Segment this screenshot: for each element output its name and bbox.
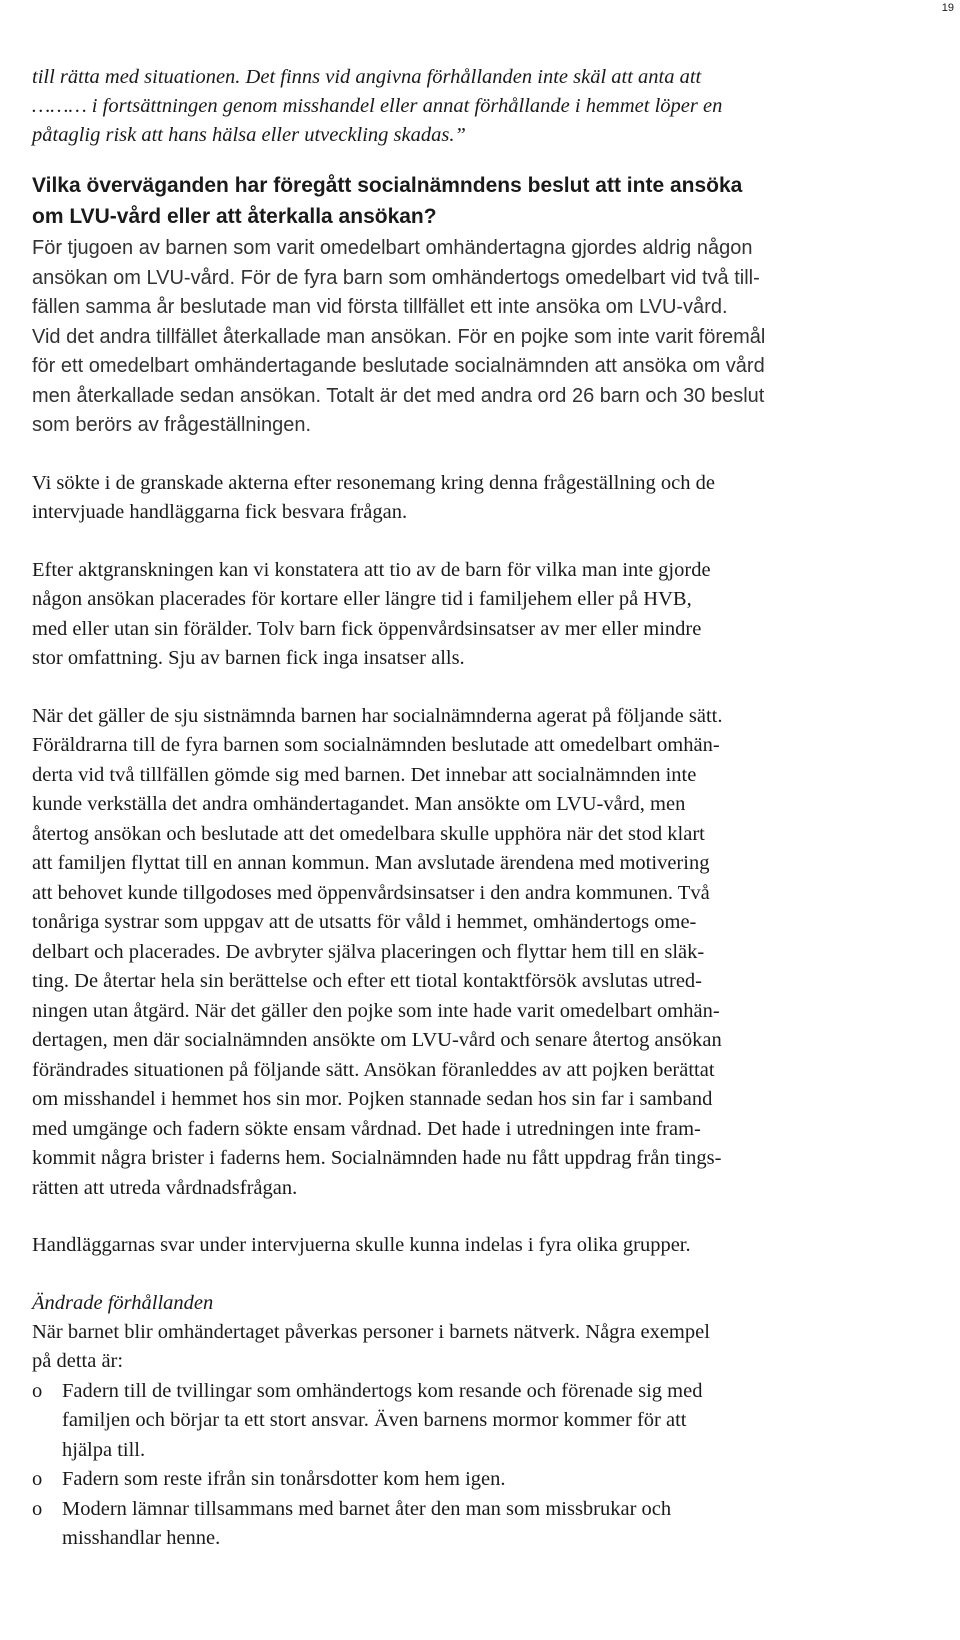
text-line: med umgänge och fadern sökte ensam vårdnad. Det hade i utredningen inte fram- bbox=[32, 1117, 701, 1140]
text-line: Föräldrarna till de fyra barnen som socialnämnden beslutade att omedelbart omhän- bbox=[32, 734, 720, 756]
paragraph bbox=[32, 1318, 912, 1377]
text-line: När barnet blir omhändertaget påverkas personer i barnets nätverk. Några exempel bbox=[32, 1320, 710, 1343]
bullet-marker: o bbox=[32, 1379, 43, 1402]
paragraph bbox=[32, 702, 912, 1204]
text-line: misshandlar henne. bbox=[62, 1527, 221, 1549]
text-line: stor omfattning. Sju av barnen fick inga insatser alls. bbox=[32, 647, 465, 669]
subheading: Ändrade förhållanden bbox=[32, 1291, 214, 1314]
text-line: För tjugoen av barnen som varit omedelbart omhändertagna gjordes aldrig någon bbox=[32, 237, 753, 259]
text-line: tonåriga systrar som uppgav att de utsatts för våld i hemmet, omhändertogs ome- bbox=[32, 911, 697, 933]
text-line: kunde verkställa det andra omhändertagandet. Man ansökte om LVU-vård, men bbox=[32, 793, 686, 815]
heading-line: Vilka överväganden har föregått socialnämndens beslut att inte ansöka bbox=[32, 174, 743, 197]
text-line: familjen och börjar ta ett stort ansvar. Även barnens mormor kommer för att bbox=[62, 1409, 687, 1431]
text-line: påtaglig risk att hans hälsa eller utveckling skadas.” bbox=[32, 124, 466, 146]
list-item bbox=[32, 1465, 912, 1495]
text-line: rätten att utreda vårdnadsfrågan. bbox=[32, 1176, 298, 1199]
text-line: att familjen flyttat till en annan kommun. Man avslutade ärendena med motivering bbox=[32, 852, 710, 874]
text-line: Efter aktgranskningen kan vi konstatera att tio av de barn för vilka man inte gjorde bbox=[32, 558, 711, 581]
text-line: kommit några brister i faderns hem. Socialnämnden hade nu fått uppdrag från tings- bbox=[32, 1147, 722, 1169]
text-line: ansökan om LVU-vård. För de fyra barn som omhändertogs omedelbart vid två till- bbox=[32, 266, 760, 289]
text-line: någon ansökan placerades för kortare eller längre tid i familjehem eller på HVB, bbox=[32, 588, 692, 610]
example-list bbox=[32, 1377, 912, 1554]
text-line: att behovet kunde tillgodoses med öppenvårdsinsatser i den andra kommunen. Två bbox=[32, 881, 710, 904]
text-line: med eller utan sin förälder. Tolv barn fick öppenvårdsinsatser av mer eller mindre bbox=[32, 617, 702, 640]
text-line: om misshandel i hemmet hos sin mor. Pojken stannade sedan hos sin far i samband bbox=[32, 1088, 713, 1110]
heading-line: om LVU-vård eller att återkalla ansökan? bbox=[32, 205, 437, 228]
text-line: delbart och placerades. De avbryter själva placeringen och flyttar hem till en släk- bbox=[32, 940, 705, 963]
text-line: När det gäller de sju sistnämnda barnen har socialnämnderna agerat på följande sätt. bbox=[32, 704, 723, 727]
text-line: derta vid två tillfällen gömde sig med barnen. Det innebar att socialnämnden inte bbox=[32, 763, 697, 786]
bullet-marker: o bbox=[32, 1497, 43, 1520]
text-line: men återkallade sedan ansökan. Totalt är det med andra ord 26 barn och 30 beslut bbox=[32, 384, 765, 407]
text-line: Vi sökte i de granskade akterna efter resonemang kring denna frågeställning och de bbox=[32, 471, 715, 494]
text-line: Fadern som reste ifrån sin tonårsdotter kom hem igen. bbox=[62, 1468, 506, 1490]
text-line: till rätta med situationen. Det finns vid angivna förhållanden inte skäl att anta att bbox=[32, 66, 702, 88]
paragraph-gap bbox=[32, 1203, 912, 1231]
text-line: ……… i fortsättningen genom misshandel eller annat förhållande i hemmet löper en bbox=[32, 95, 723, 117]
text-line: Fadern till de tvillingar som omhändertogs kom resande och förenade sig med bbox=[62, 1379, 703, 1402]
text-line: Handläggarnas svar under intervjuerna skulle kunna indelas i fyra olika grupper. bbox=[32, 1234, 691, 1256]
text-line: hjälpa till. bbox=[62, 1438, 146, 1461]
text-line: på detta är: bbox=[32, 1350, 124, 1372]
text-line: för ett omedelbart omhändertagande beslutade socialnämnden att ansöka om vård bbox=[32, 355, 765, 377]
section-heading bbox=[32, 170, 912, 232]
text-line: som berörs av frågeställningen. bbox=[32, 414, 312, 436]
document-body bbox=[32, 63, 912, 1554]
text-line: Modern lämnar tillsammans med barnet åter den man som missbrukar och bbox=[62, 1497, 672, 1520]
paragraph-gap bbox=[32, 528, 912, 556]
text-line: fällen samma år beslutade man vid första tillfället ett inte ansöka om LVU-vård. bbox=[32, 296, 728, 318]
bullet-marker: o bbox=[32, 1468, 43, 1490]
text-line: ningen utan åtgärd. När det gäller den pojke som inte hade varit omedelbart omhän- bbox=[32, 999, 720, 1022]
paragraph bbox=[32, 469, 912, 528]
text-line: dertagen, men där socialnämnden ansökte om LVU-vård och senare återtog ansökan bbox=[32, 1029, 722, 1051]
paragraph-gap bbox=[32, 674, 912, 702]
paragraph bbox=[32, 1231, 912, 1261]
list-item bbox=[32, 1495, 912, 1554]
list-item bbox=[32, 1377, 912, 1466]
quote-paragraph bbox=[32, 63, 912, 150]
text-line: ting. De återtar hela sin berättelse och efter ett tiotal kontaktförsök avslutas utred- bbox=[32, 970, 702, 992]
text-line: återtog ansökan och beslutade att det omedelbara skulle upphöra när det stod klart bbox=[32, 822, 705, 845]
text-line: förändrades situationen på följande sätt. Ansökan föranleddes av att pojken berättat bbox=[32, 1058, 715, 1081]
answer-paragraph bbox=[32, 234, 912, 441]
paragraph-gap bbox=[32, 1261, 912, 1289]
text-line: intervjuade handläggarna fick besvara frågan. bbox=[32, 501, 408, 523]
text-line: Vid det andra tillfället återkallade man ansökan. För en pojke som inte varit föremål bbox=[32, 325, 766, 348]
page-number: 19 bbox=[941, 2, 954, 14]
paragraph-gap bbox=[32, 441, 912, 469]
paragraph bbox=[32, 556, 912, 674]
